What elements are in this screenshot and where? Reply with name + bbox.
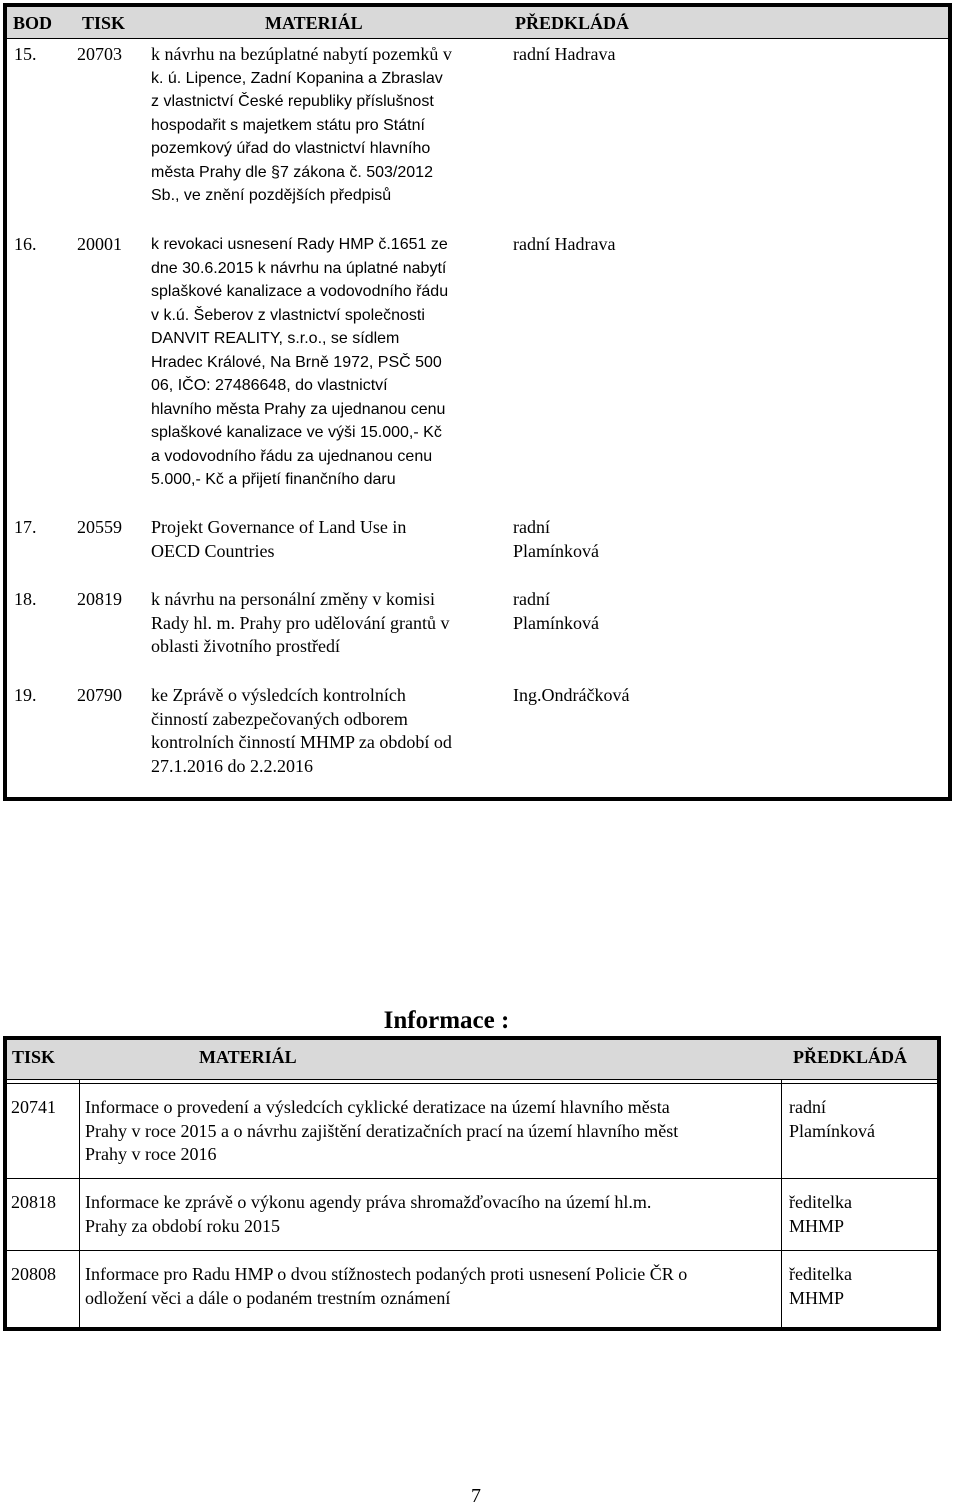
predklada-line: Plamínková [789, 1120, 875, 1141]
material-line: kontrolních činností MHMP za období od [151, 732, 452, 752]
row-tisk: 20741 [11, 1097, 56, 1117]
row-material [151, 684, 506, 778]
material-line: hospodařit s majetkem státu pro Státní [151, 116, 425, 134]
predklada-line: radní Hadrava [513, 234, 616, 254]
material-line: 27.1.2016 do 2.2.2016 [151, 755, 313, 776]
row-tisk: 20001 [77, 234, 122, 254]
predklada-line: MHMP [789, 1215, 845, 1236]
material-line: OECD Countries [151, 540, 275, 561]
predklada-line: radní Hadrava [513, 44, 616, 64]
material-line: Projekt Governance of Land Use in [151, 517, 407, 537]
predklada-line: radní [513, 517, 550, 537]
material-line: Informace o provedení a výsledcích cyklické deratizace na území hlavního města [85, 1097, 670, 1117]
row-bod: 17. [14, 517, 37, 537]
informace-row [7, 1250, 937, 1328]
material-line: pozemkový úřad do vlastnictví hlavního [151, 140, 431, 157]
row-material [85, 1191, 775, 1238]
material-line: činností zabezpečovaných odborem [151, 708, 408, 729]
row-predklada [789, 1096, 939, 1143]
row-predklada [513, 233, 663, 257]
material-line: z vlastnictví České republiky příslušnost [151, 93, 434, 110]
row-tisk: 20819 [77, 589, 122, 609]
header-tisk: TISK [82, 13, 126, 33]
row-tisk: 20559 [77, 517, 122, 537]
header-material: MATERIÁL [265, 13, 363, 33]
material-line: 5.000,- Kč a přijetí finančního daru [151, 471, 396, 488]
row-material [151, 588, 506, 659]
header-material: MATERIÁL [199, 1047, 297, 1067]
informace-row [7, 1083, 937, 1179]
material-line: k návrhu na personální změny v komisi [151, 589, 435, 609]
material-line: Rady hl. m. Prahy pro udělování grantů v [151, 612, 450, 633]
predklada-line: Ing.Ondráčková [513, 685, 630, 705]
row-material [85, 1263, 775, 1310]
material-line: k návrhu na bezúplatné nabytí pozemků v [151, 44, 452, 64]
informace-header-row [7, 1040, 937, 1080]
material-line: Prahy za období roku 2015 [85, 1215, 280, 1236]
row-predklada [789, 1263, 939, 1310]
row-bod: 19. [14, 685, 37, 705]
header-predklada: PŘEDKLÁDÁ [515, 13, 630, 33]
material-line: splaškové kanalizace ve výši 15.000,- Kč [151, 424, 442, 441]
material-line: splaškové kanalizace a vodovodního řádu [151, 283, 449, 300]
header-bod: BOD [13, 13, 53, 33]
row-bod: 16. [14, 234, 37, 254]
informace-row [7, 1178, 937, 1251]
agenda-header-row [7, 7, 948, 39]
material-line: DANVIT REALITY, s.r.o., se sídlem [151, 330, 400, 347]
row-tisk: 20703 [77, 44, 122, 64]
predklada-line: MHMP [789, 1287, 845, 1308]
material-line: odložení věci a dále o podaném trestním oznámení [85, 1287, 451, 1308]
row-material [85, 1096, 775, 1167]
material-line: a vodovodního řádu za ujednanou cenu [151, 447, 433, 465]
row-material [151, 43, 506, 208]
predklada-line: radní [789, 1097, 826, 1117]
material-line: Prahy v roce 2016 [85, 1144, 217, 1164]
material-line: Prahy v roce 2015 a o návrhu zajištění deratizačních prací na území hlavního měst [85, 1120, 679, 1141]
material-line: Informace pro Radu HMP o dvou stížnostech podaných proti usnesení Policie ČR o [85, 1264, 688, 1284]
material-line: v k.ú. Šeberov z vlastnictví společnosti [151, 306, 425, 324]
row-predklada [513, 684, 663, 708]
predklada-line: ředitelka [789, 1192, 852, 1212]
row-material [151, 233, 506, 492]
row-tisk: 20790 [77, 685, 122, 705]
predklada-line: radní [513, 589, 550, 609]
material-line: Sb., ve znění pozdějších předpisů [151, 187, 392, 204]
material-line: Informace ke zprávě o výkonu agendy práva shromažďovacího na území hl.m. [85, 1192, 652, 1212]
material-line: oblasti životního prostředí [151, 636, 340, 656]
row-predklada [513, 588, 663, 635]
material-line: hlavního města Prahy za ujednanou cenu [151, 400, 446, 418]
predklada-line: Plamínková [513, 540, 599, 561]
row-tisk: 20818 [11, 1192, 56, 1212]
informace-table [3, 1036, 941, 1331]
material-line: k revokaci usnesení Rady HMP č.1651 ze [151, 236, 448, 253]
header-predklada: PŘEDKLÁDÁ [793, 1047, 908, 1067]
agenda-table [3, 3, 952, 801]
row-tisk: 20808 [11, 1264, 56, 1284]
material-line: dne 30.6.2015 k návrhu na úplatné nabytí [151, 259, 447, 277]
row-predklada [513, 43, 663, 67]
row-predklada [789, 1191, 939, 1238]
material-line: k. ú. Lipence, Zadní Kopanina a Zbraslav [151, 69, 443, 87]
predklada-line: ředitelka [789, 1264, 852, 1284]
page-number: 7 [471, 1485, 481, 1507]
material-line: města Prahy dle §7 zákona č. 503/2012 [151, 163, 433, 181]
row-material [151, 516, 506, 563]
header-tisk: TISK [12, 1047, 56, 1067]
material-line: 06, IČO: 27486648, do vlastnictví [151, 377, 388, 394]
row-bod: 15. [14, 44, 37, 64]
material-line: Hradec Králové, Na Brně 1972, PSČ 500 [151, 353, 442, 371]
material-line: ke Zprávě o výsledcích kontrolních [151, 685, 406, 705]
informace-title: Informace : [383, 1007, 510, 1034]
predklada-line: Plamínková [513, 612, 599, 633]
row-bod: 18. [14, 589, 37, 609]
row-predklada [513, 516, 663, 563]
